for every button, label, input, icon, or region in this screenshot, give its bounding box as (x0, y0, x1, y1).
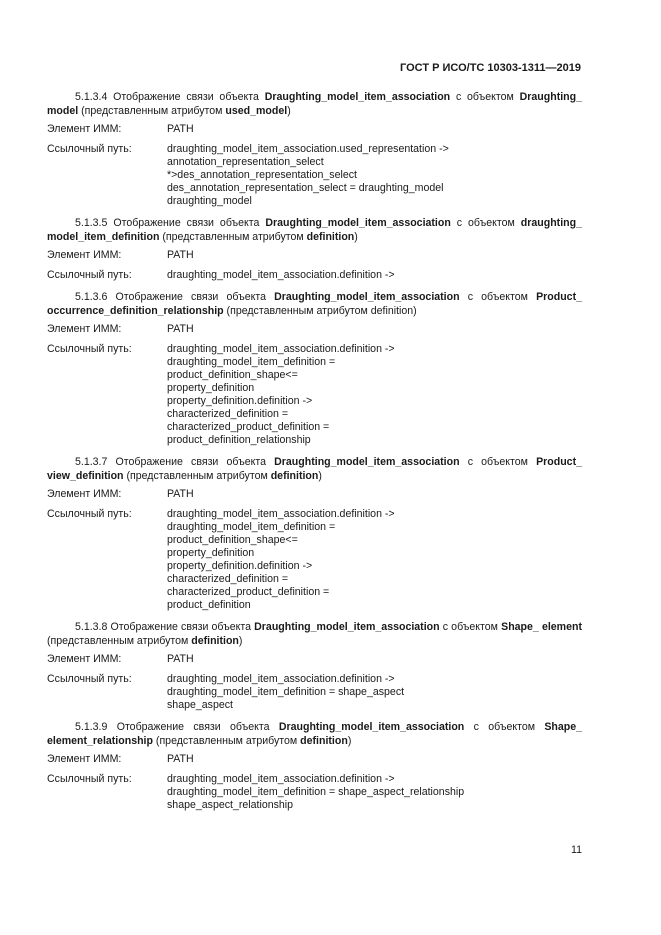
imm-row (47, 323, 582, 336)
reference-path-label: Ссылочный путь: (47, 143, 132, 155)
reference-path-row (47, 773, 582, 812)
reference-path-row (47, 269, 582, 282)
heading-term: definition (300, 735, 348, 747)
section-heading (47, 290, 582, 318)
heading-term: definition (306, 231, 355, 243)
heading-text: (представленным атрибутом (159, 231, 307, 243)
section-heading (47, 455, 582, 483)
heading-text: (представленным атрибутом (123, 470, 271, 482)
reference-path-line: draughting_model_item_definition = shape_aspect_relationship (167, 786, 465, 798)
heading-text: 5.1.3.5 Отображение связи объекта (75, 217, 266, 229)
imm-label: Элемент ИММ: (47, 323, 122, 335)
reference-path-lines (167, 508, 582, 612)
mapping-section (47, 455, 582, 612)
heading-text: с объектом (450, 91, 520, 103)
document-body (47, 90, 582, 820)
heading-text: с объектом (459, 456, 537, 468)
reference-path-label: Ссылочный путь: (47, 343, 132, 355)
heading-text: 5.1.3.4 Отображение связи объекта (75, 91, 265, 103)
reference-path-line: product_definition_relationship (167, 434, 311, 446)
reference-path-line: draughting_model_item_association.definition -> (167, 508, 395, 520)
reference-path-line: product_definition_shape<= (167, 534, 298, 546)
imm-label: Элемент ИММ: (47, 653, 122, 665)
imm-row (47, 488, 582, 501)
imm-value: PATH (167, 123, 194, 135)
mapping-section (47, 90, 582, 208)
heading-text: с объектом (464, 721, 545, 733)
heading-text: 5.1.3.9 Отображение связи объекта (75, 721, 279, 733)
heading-term: used_model (225, 105, 288, 117)
imm-value: PATH (167, 323, 194, 335)
reference-path-lines (167, 773, 582, 812)
reference-path-line: draughting_model_item_definition = shape_aspect (167, 686, 405, 698)
heading-term: Draughting_model_item_association (254, 621, 440, 633)
page-number: 11 (571, 844, 582, 856)
imm-label: Элемент ИММ: (47, 753, 122, 765)
reference-path-line: draughting_model_item_definition = (167, 521, 336, 533)
reference-path-line: *>des_annotation_representation_select (167, 169, 357, 181)
reference-path-line: shape_aspect (167, 699, 233, 711)
heading-term: Draughting_model_item_association (264, 91, 451, 103)
mapping-section (47, 620, 582, 712)
reference-path-lines (167, 269, 582, 282)
imm-label: Элемент ИММ: (47, 123, 122, 135)
reference-path-line: draughting_model_item_definition = (167, 356, 336, 368)
reference-path-line: product_definition_shape<= (167, 369, 298, 381)
heading-text: ) (238, 635, 243, 647)
heading-text: (представленным атрибутом (47, 635, 192, 647)
reference-path-lines (167, 143, 582, 208)
imm-row (47, 249, 582, 262)
heading-text: ) (318, 470, 322, 482)
heading-term: draughting_ model_item_definition (47, 217, 582, 243)
heading-text: 5.1.3.7 Отображение связи объекта (75, 456, 275, 468)
document-header: ГОСТ Р ИСО/ТС 10303-1311—2019 (400, 62, 581, 74)
sections-list (47, 90, 582, 812)
imm-row (47, 753, 582, 766)
reference-path-line: characterized_definition = (167, 408, 289, 420)
imm-row (47, 653, 582, 666)
heading-text: (представленным атрибутом (152, 735, 301, 747)
reference-path-line: property_definition.definition -> (167, 560, 313, 572)
reference-path-line: des_annotation_representation_select = draughting_model (167, 182, 444, 194)
reference-path-label: Ссылочный путь: (47, 673, 132, 685)
heading-term: definition (270, 470, 319, 482)
reference-path-line: annotation_representation_select (167, 156, 324, 168)
heading-text: 5.1.3.6 Отображение связи объекта (75, 291, 275, 303)
reference-path-lines (167, 673, 582, 712)
heading-text: (представленным атрибутом definition) (223, 305, 417, 317)
mapping-section (47, 216, 582, 282)
section-heading (47, 90, 582, 118)
reference-path-row (47, 343, 582, 447)
reference-path-line: draughting_model (167, 195, 252, 207)
imm-label: Элемент ИММ: (47, 249, 122, 261)
reference-path-line: shape_aspect_relationship (167, 799, 294, 811)
heading-text: с объектом (439, 621, 502, 633)
heading-term: Product_ view_definition (47, 456, 582, 482)
reference-path-line: draughting_model_item_association.used_representation -> (167, 143, 449, 155)
imm-label: Элемент ИММ: (47, 488, 122, 500)
reference-path-line: characterized_product_definition = (167, 586, 330, 598)
heading-term: Draughting_model_item_association (274, 456, 460, 468)
heading-term: Shape_ element (501, 621, 582, 633)
heading-text: ) (354, 231, 358, 243)
reference-path-line: draughting_model_item_association.definition -> (167, 673, 395, 685)
heading-term: definition (191, 635, 239, 647)
imm-value: PATH (167, 488, 194, 500)
section-heading (47, 216, 582, 244)
mapping-section (47, 290, 582, 447)
reference-path-line: draughting_model_item_association.definition -> (167, 343, 395, 355)
heading-term: Draughting_ model (47, 91, 582, 117)
reference-path-label: Ссылочный путь: (47, 269, 132, 281)
reference-path-line: characterized_definition = (167, 573, 289, 585)
heading-term: Shape_ element_relationship (47, 721, 582, 747)
heading-text: (представленным атрибутом (78, 105, 226, 117)
imm-value: PATH (167, 753, 194, 765)
heading-text: с объектом (450, 217, 521, 229)
heading-text: 5.1.3.8 Отображение связи объекта (75, 621, 255, 633)
reference-path-line: property_definition.definition -> (167, 395, 313, 407)
reference-path-row (47, 143, 582, 208)
section-heading (47, 620, 582, 648)
imm-value: PATH (167, 249, 194, 261)
section-heading (47, 720, 582, 748)
reference-path-line: property_definition (167, 382, 255, 394)
reference-path-label: Ссылочный путь: (47, 773, 132, 785)
reference-path-line: property_definition (167, 547, 255, 559)
imm-value: PATH (167, 653, 194, 665)
reference-path-line: draughting_model_item_association.definition -> (167, 773, 395, 785)
reference-path-row (47, 673, 582, 712)
reference-path-lines (167, 343, 582, 447)
heading-text: с объектом (459, 291, 537, 303)
heading-text: ) (287, 105, 291, 117)
imm-row (47, 123, 582, 136)
reference-path-line: characterized_product_definition = (167, 421, 330, 433)
heading-text: ) (347, 735, 352, 747)
reference-path-line: product_definition (167, 599, 251, 611)
heading-term: Draughting_model_item_association (278, 721, 465, 733)
heading-term: Product_ occurrence_definition_relationship (47, 291, 582, 317)
reference-path-line: draughting_model_item_association.definition -> (167, 269, 395, 281)
heading-term: Draughting_model_item_association (265, 217, 451, 229)
mapping-section (47, 720, 582, 812)
reference-path-row (47, 508, 582, 612)
reference-path-label: Ссылочный путь: (47, 508, 132, 520)
heading-term: Draughting_model_item_association (274, 291, 460, 303)
